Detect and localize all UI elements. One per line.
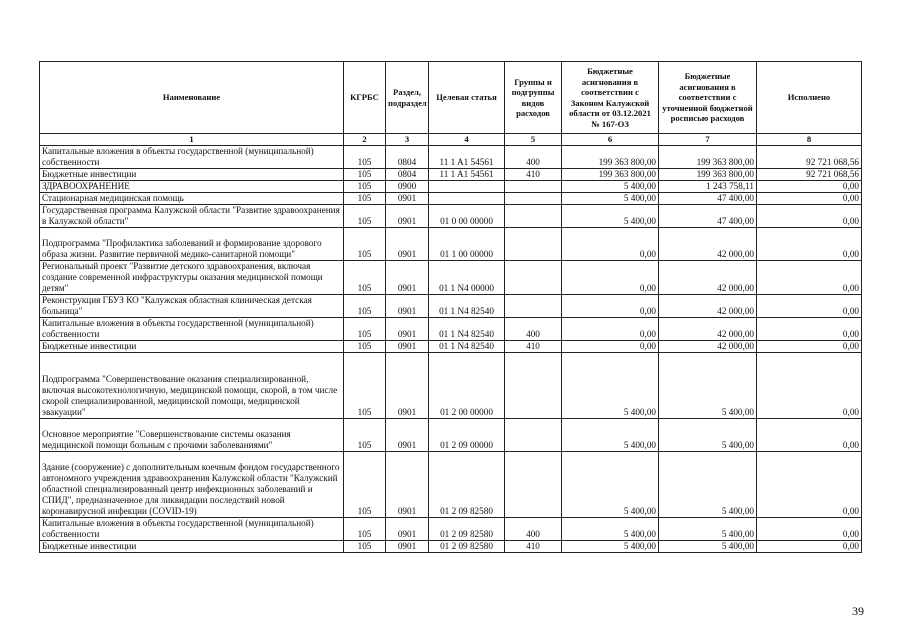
row-target: 01 1 N4 82540 [429,340,505,352]
header-group: Группы и подгруппы видов расходов [505,62,562,134]
row-group: 410 [505,168,562,180]
row-group: 400 [505,145,562,168]
row-section: 0901 [386,317,429,340]
row-law-amount: 199 363 800,00 [562,168,659,180]
row-law-amount: 0,00 [562,260,659,294]
row-group [505,451,562,517]
row-group: 410 [505,540,562,552]
row-section: 0901 [386,294,429,317]
row-executed-amount: 0,00 [757,352,862,418]
row-executed-amount: 0,00 [757,418,862,451]
row-executed-amount: 0,00 [757,260,862,294]
row-law-amount: 5 400,00 [562,517,659,540]
row-executed-amount: 0,00 [757,227,862,260]
table-row [40,204,862,227]
table-row [40,540,862,552]
row-name: Подпрограмма "Профилактика заболеваний и формирование здорового образа жизни. Развитие первичной медико-санитарной помощи" [40,227,344,260]
row-refined-amount: 5 400,00 [659,451,757,517]
row-kgrbs: 105 [344,418,386,451]
row-group [505,192,562,204]
header-executed: Исполнено [757,62,862,134]
budget-table [39,61,862,553]
row-executed-amount: 92 721 068,56 [757,145,862,168]
row-refined-amount: 199 363 800,00 [659,145,757,168]
column-number: 3 [386,134,429,146]
column-number: 2 [344,134,386,146]
row-kgrbs: 105 [344,260,386,294]
row-name: Подпрограмма "Совершенствование оказания специализированной, включая высокотехнологичную, медицинской помощи, скорой, в том числе скорой специализированной, медицинской помощи, медицинской эвакуации" [40,352,344,418]
row-name: Капитальные вложения в объекты государственной (муниципальной) собственности [40,145,344,168]
row-group: 400 [505,317,562,340]
row-target: 01 1 N4 82540 [429,294,505,317]
row-kgrbs: 105 [344,227,386,260]
row-group [505,204,562,227]
row-group: 410 [505,340,562,352]
row-section: 0901 [386,227,429,260]
row-target: 01 1 00 00000 [429,227,505,260]
row-section: 0901 [386,340,429,352]
row-target: 01 1 N4 82540 [429,317,505,340]
row-kgrbs: 105 [344,352,386,418]
row-refined-amount: 5 400,00 [659,517,757,540]
row-target: 01 2 09 00000 [429,418,505,451]
page-number: 39 [852,604,864,618]
row-refined-amount: 42 000,00 [659,294,757,317]
row-refined-amount: 47 400,00 [659,192,757,204]
row-executed-amount: 0,00 [757,192,862,204]
table-row [40,418,862,451]
row-executed-amount: 0,00 [757,540,862,552]
row-name: Капитальные вложения в объекты государственной (муниципальной) собственности [40,317,344,340]
row-kgrbs: 105 [344,294,386,317]
row-target [429,180,505,192]
table-row [40,451,862,517]
row-name: Региональный проект "Развитие детского здравоохранения, включая создание современной инфраструктуры оказания медицинской помощи детям" [40,260,344,294]
table-row [40,168,862,180]
row-section: 0901 [386,418,429,451]
row-law-amount: 0,00 [562,294,659,317]
row-law-amount: 5 400,00 [562,352,659,418]
header-section: Раздел, подраздел [386,62,429,134]
row-executed-amount: 0,00 [757,517,862,540]
table-row [40,352,862,418]
row-name: Бюджетные инвестиции [40,540,344,552]
row-name: Капитальные вложения в объекты государственной (муниципальной) собственности [40,517,344,540]
row-target: 11 1 A1 54561 [429,145,505,168]
row-refined-amount: 42 000,00 [659,227,757,260]
table-row [40,145,862,168]
column-number: 6 [562,134,659,146]
row-refined-amount: 47 400,00 [659,204,757,227]
row-section: 0901 [386,451,429,517]
table-row [40,294,862,317]
row-target [429,192,505,204]
row-group [505,352,562,418]
table-row [40,180,862,192]
row-section: 0804 [386,168,429,180]
row-executed-amount: 0,00 [757,340,862,352]
row-law-amount: 199 363 800,00 [562,145,659,168]
row-kgrbs: 105 [344,517,386,540]
header-row [40,62,862,134]
column-number: 1 [40,134,344,146]
row-group [505,418,562,451]
row-law-amount: 5 400,00 [562,451,659,517]
row-group: 400 [505,517,562,540]
row-name: Реконструкция ГБУЗ КО "Калужская областная клиническая детская больница" [40,294,344,317]
row-name: Государственная программа Калужской области "Развитие здравоохранения в Калужской области" [40,204,344,227]
row-law-amount: 0,00 [562,340,659,352]
row-section: 0901 [386,517,429,540]
row-target: 01 2 09 82580 [429,517,505,540]
row-group [505,227,562,260]
column-number: 5 [505,134,562,146]
row-group [505,180,562,192]
row-group [505,260,562,294]
header-law: Бюджетные асигнования в соответствии с Законом Калужской области от 03.12.2021 № 167-ОЗ [562,62,659,134]
row-law-amount: 0,00 [562,317,659,340]
row-target: 01 1 N4 00000 [429,260,505,294]
row-name: Стационарная медицинская помощь [40,192,344,204]
row-refined-amount: 42 000,00 [659,317,757,340]
header-target: Целевая статья [429,62,505,134]
row-kgrbs: 105 [344,340,386,352]
row-target: 01 2 09 82580 [429,451,505,517]
row-section: 0901 [386,192,429,204]
row-refined-amount: 42 000,00 [659,340,757,352]
column-number-row [40,134,862,146]
row-refined-amount: 1 243 758,11 [659,180,757,192]
row-group [505,294,562,317]
row-section: 0901 [386,260,429,294]
row-executed-amount: 0,00 [757,451,862,517]
row-target: 01 0 00 00000 [429,204,505,227]
row-executed-amount: 0,00 [757,180,862,192]
table-row [40,517,862,540]
row-name: Основное мероприятие "Совершенствование системы оказания медицинской помощи больным с прочими заболеваниями" [40,418,344,451]
row-refined-amount: 5 400,00 [659,352,757,418]
row-refined-amount: 199 363 800,00 [659,168,757,180]
row-law-amount: 0,00 [562,227,659,260]
header-refined: Бюджетные асигнования в соответствии с уточненной бюджетной росписью расходов [659,62,757,134]
row-section: 0901 [386,352,429,418]
row-section: 0901 [386,540,429,552]
row-kgrbs: 105 [344,451,386,517]
row-executed-amount: 0,00 [757,294,862,317]
row-target: 01 2 09 82580 [429,540,505,552]
table-row [40,340,862,352]
row-refined-amount: 42 000,00 [659,260,757,294]
row-refined-amount: 5 400,00 [659,540,757,552]
table-row [40,227,862,260]
row-law-amount: 5 400,00 [562,540,659,552]
row-refined-amount: 5 400,00 [659,418,757,451]
row-kgrbs: 105 [344,540,386,552]
row-executed-amount: 0,00 [757,204,862,227]
column-number: 7 [659,134,757,146]
row-kgrbs: 105 [344,145,386,168]
row-kgrbs: 105 [344,204,386,227]
row-law-amount: 5 400,00 [562,180,659,192]
column-number: 8 [757,134,862,146]
table-row [40,317,862,340]
row-law-amount: 5 400,00 [562,204,659,227]
table-row [40,192,862,204]
row-name: ЗДРАВООХРАНЕНИЕ [40,180,344,192]
row-name: Бюджетные инвестиции [40,340,344,352]
row-kgrbs: 105 [344,168,386,180]
row-kgrbs: 105 [344,180,386,192]
column-number: 4 [429,134,505,146]
row-executed-amount: 92 721 068,56 [757,168,862,180]
row-kgrbs: 105 [344,317,386,340]
row-executed-amount: 0,00 [757,317,862,340]
table-body [40,145,862,552]
table-row [40,260,862,294]
row-law-amount: 5 400,00 [562,418,659,451]
row-section: 0900 [386,180,429,192]
header-name: Наименование [40,62,344,134]
row-section: 0901 [386,204,429,227]
row-law-amount: 5 400,00 [562,192,659,204]
row-kgrbs: 105 [344,192,386,204]
header-kgrbs: КГРБС [344,62,386,134]
row-target: 01 2 00 00000 [429,352,505,418]
row-target: 11 1 A1 54561 [429,168,505,180]
row-name: Бюджетные инвестиции [40,168,344,180]
row-section: 0804 [386,145,429,168]
row-name: Здание (сооружение) с дополнительным коечным фондом государственного автономного учреждения здравоохранения Калужской области "Калужский областной специализированный центр инфекционных заболеваний и СПИД", предназначенное для ликвидации последствий новой коронавирусной инфекции (COVID-19) [40,451,344,517]
